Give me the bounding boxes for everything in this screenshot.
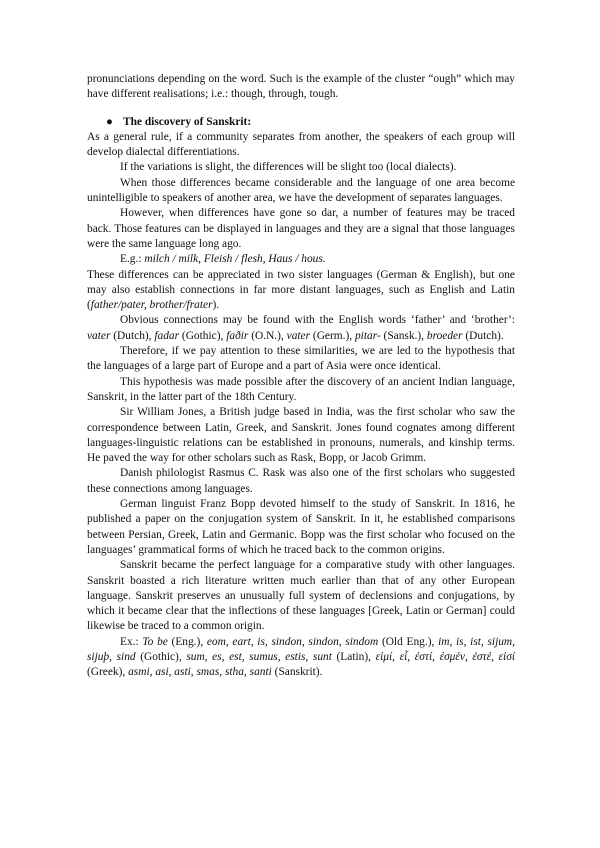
text-run: (Dutch). [462,329,504,342]
paragraph-william-jones: Sir William Jones, a British judge based in India, was the first scholar who saw the correspondence between Latin, Greek, and Sanskrit. Jones found cognates among different languages-linguistic relations can be established in pronouns, numerals, and kinship terms. He paved the way for other scholars such as Rask, Bopp, or Jacob Grimm. [87,406,515,465]
document-page [87,72,515,681]
italic-run: father/pater, brother/frater [90,299,213,312]
paragraph-example-milk [87,252,515,267]
paragraph-sanskrit-discovery: This hypothesis was made possible after the discovery of an ancient Indian language, Sanskrit, in the latter part of the 18th Century. [87,375,515,403]
italic-run: fadar [154,329,180,342]
paragraph-rasmus-rask: Danish philologist Rasmus C. Rask was also one of the first scholars who suggested these connections among languages. [87,467,515,495]
bullet-icon: ● [106,115,113,128]
text-run: Obvious connections may be found with the English words ‘father’ and ‘brother’: [120,314,515,327]
text-run: (Eng.), [167,635,207,648]
italic-run: sum, es, est, sumus, estis, sunt [186,650,332,663]
text-run: (Germ.), [310,329,355,342]
example-words: milch / milk, Fleish / flesh, Haus / hous. [144,253,326,266]
italic-run: vater [286,329,311,342]
italic-run: eom, eart, is, sindon, sindon, sindom [206,635,379,648]
text-run: These differences can be appreciated in two sister languages (German & English), but one may also establish connections in far more distant languages, such as English and Latin ( [87,268,515,312]
italic-run: asmi, asi, asti, smas, stha, santi [128,666,272,679]
paragraph-sister-languages [87,268,515,314]
paragraph-considerable-differences: When those differences became considerable and the language of one area become unintelligible to speakers of another area, we have the development of separates languages. [87,176,515,205]
italic-run: im, is, ist, sijum, sijuþ, sind [87,635,515,663]
text-run: (Greek), [87,666,129,679]
italic-run: pitar- [354,329,381,342]
text-run: (Gothic), [179,329,227,342]
text-run: (Sansk.), [380,329,427,342]
text-run: (O.N.), [248,329,287,342]
paragraph-obvious-connections [87,313,515,344]
example-prefix: E.g.: [120,253,145,266]
paragraph-perfect-language: Sanskrit became the perfect language for a comparative study with other languages. Sanskrit boasted a rich literature written much earlier than that of any other European language. Sanskrit preserves an unusually full system of declensions and conjugations, by which it became clear that the inflections of these languages [Greek, Latin or German] could likewise be traced to a common origin. [87,559,515,633]
section-heading [87,115,515,130]
text-run: Ex.: [120,635,143,648]
paragraph-traced-back: However, when differences have gone so dar, a number of features may be traced back. Those features can be displayed in languages and they are a signal that those languages were the same language long ago. [87,207,515,250]
spacer [87,103,515,115]
italic-run: broeder [426,329,463,342]
paragraph-to-be-example [87,635,515,681]
paragraph-franz-bopp: German linguist Franz Bopp devoted himself to the study of Sanskrit. In 1816, he published a paper on the conjugation system of Sanskrit. In it, he established comparisons between Persian, Greek, Latin and Germanic. Bopp was the first scholar who focused on the languages’ grammatical forms of which he traced back to the common origins. [87,498,515,556]
paragraph-hypothesis: Therefore, if we pay attention to these similarities, we are led to the hypothesis that the languages of a large part of Europe and a part of Asia were once identical. [87,345,515,373]
italic-run: To be [142,635,168,648]
text-run: ). [212,299,220,312]
paragraph-slight-variations: If the variations is slight, the differences will be slight too (local dialects). [120,161,457,174]
text-run: (Old Eng.), [378,635,439,648]
text-run: (Gothic), [135,650,187,663]
paragraph-general-rule: As a general rule, if a community separates from another, the speakers of each group will develop dialectal differentiations. [87,130,515,159]
italic-run: faðir [226,329,249,342]
italic-run: vater [87,329,111,342]
text-run: (Dutch), [110,329,155,342]
section-heading-text: The discovery of Sanskrit: [123,115,252,128]
intro-paragraph: pronunciations depending on the word. Such is the example of the cluster “ough” which may have different realisations; i.e.: though, through, tough. [87,73,515,101]
italic-run: εἰμί, εἶ, ἐστί, ἐσμέν, ἐστέ, εἰσί [375,650,515,663]
text-run: (Latin), [331,650,376,663]
text-run: (Sanskrit). [271,666,323,679]
